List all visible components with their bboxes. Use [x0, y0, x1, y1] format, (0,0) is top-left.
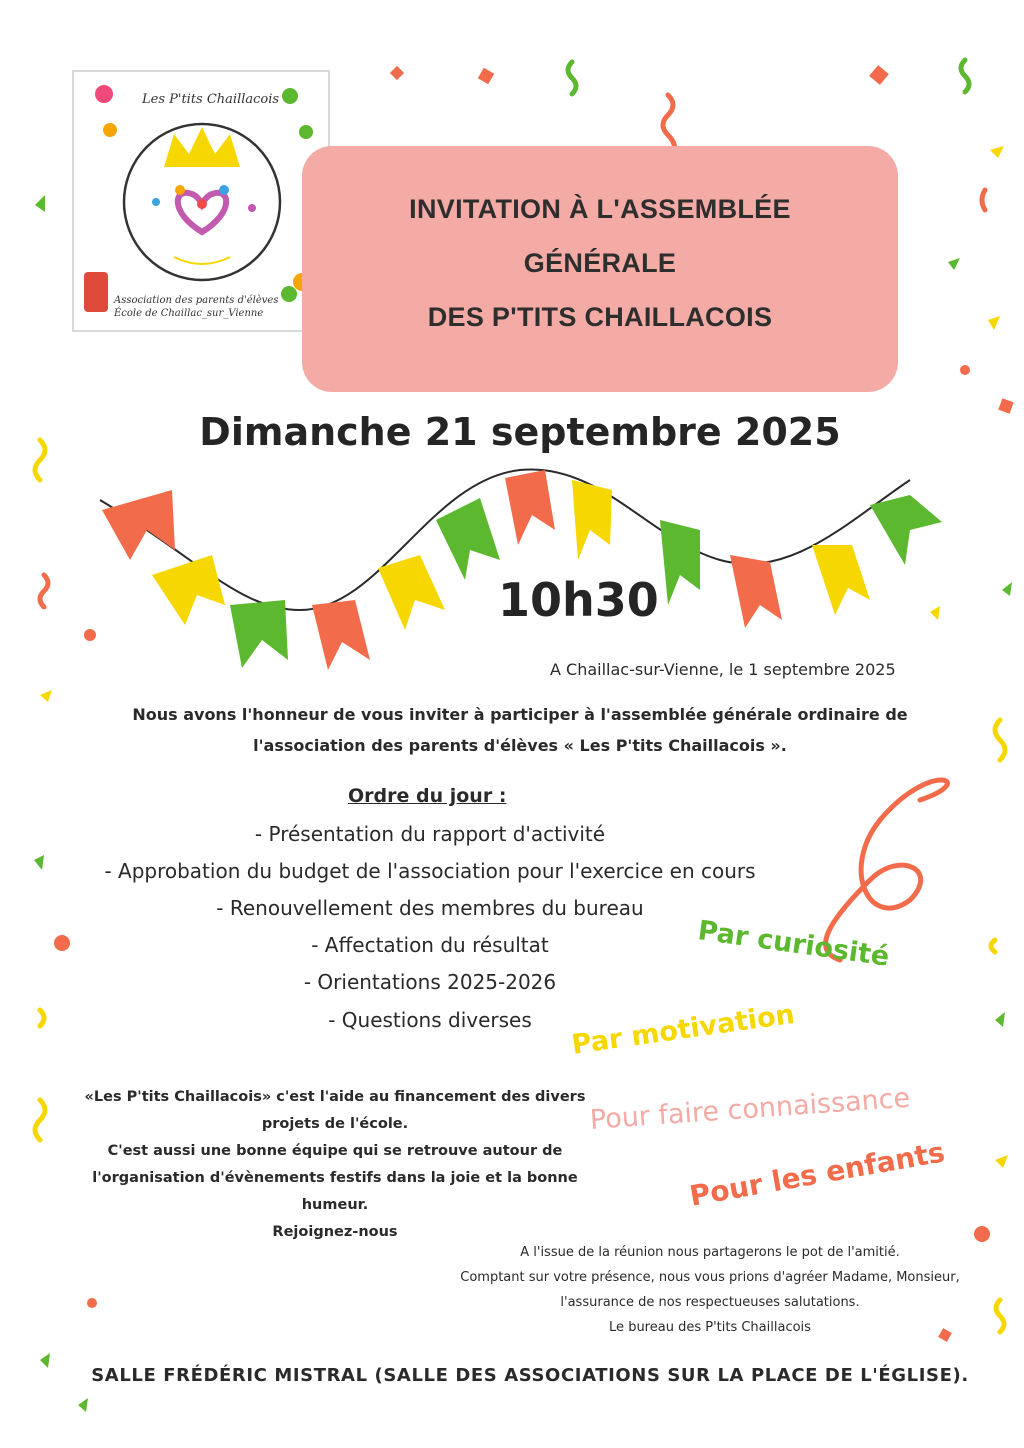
agenda-item: - Affectation du résultat — [311, 933, 549, 957]
about-line: l'organisation d'évènements festifs dans la joie et la bonne — [92, 1170, 578, 1186]
intro-line-2: l'association des parents d'élèves « Les P'tits Chaillacois ». — [253, 736, 787, 755]
event-date: Dimanche 21 septembre 2025 — [199, 410, 841, 454]
closing-line: A l'issue de la réunion nous partagerons le pot de l'amitié. — [520, 1245, 900, 1260]
agenda-item: - Approbation du budget de l'association pour l'exercice en cours — [104, 859, 756, 883]
logo-title: Les P'tits Chaillacois — [142, 92, 280, 107]
association-logo — [72, 70, 330, 332]
dot-icon — [152, 198, 160, 206]
bunting-flags — [102, 470, 942, 670]
logo-subtitle-line2: École de Chaillac_sur_Vienne — [114, 308, 264, 319]
dot-icon — [197, 199, 207, 209]
closing-line: l'assurance de nos respectueuses salutations. — [560, 1295, 860, 1310]
about-paragraph — [80, 1084, 590, 1246]
child-icon — [299, 125, 313, 139]
child-icon — [103, 123, 117, 137]
balloon-icon — [282, 88, 298, 104]
heart-icon — [178, 193, 226, 232]
slogan-curiosity: Par curiosité — [695, 915, 892, 973]
agenda-item: - Présentation du rapport d'activité — [254, 822, 606, 846]
about-line: «Les P'tits Chaillacois» c'est l'aide au financement des divers — [84, 1089, 586, 1105]
crown-icon — [164, 127, 240, 167]
agenda-item: - Orientations 2025-2026 — [303, 970, 557, 994]
title-line-1: INVITATION À L'ASSEMBLÉE — [409, 194, 791, 224]
coat-of-arms-icon — [84, 272, 108, 312]
slogan-children: Pour les enfants — [687, 1135, 948, 1213]
about-line: C'est aussi une bonne équipe qui se retrouve autour de — [107, 1143, 563, 1159]
agenda-item: - Questions diverses — [328, 1008, 532, 1032]
about-line: projets de l'école. — [261, 1116, 409, 1132]
intro-line-1: Nous avons l'honneur de vous inviter à participer à l'assemblée générale ordinaire de — [132, 705, 908, 724]
slogan-meet: Pour faire connaissance — [588, 1082, 912, 1136]
dot-icon — [219, 185, 229, 195]
agenda-item: - Renouvellement des membres du bureau — [216, 896, 644, 920]
place-and-date: A Chaillac-sur-Vienne, le 1 septembre 2025 — [550, 660, 896, 679]
about-line: humeur. — [301, 1197, 369, 1213]
title-box — [302, 146, 898, 392]
logo-subtitle — [114, 294, 324, 320]
logo-subtitle-line1: Association des parents d'élèves — [114, 295, 279, 306]
event-time: 10h30 — [498, 573, 659, 627]
about-line: Rejoignez-nous — [272, 1224, 398, 1240]
title-line-3: DES P'TITS CHAILLACOIS — [427, 302, 773, 332]
closing-signature: Le bureau des P'tits Chaillacois — [609, 1320, 811, 1335]
venue: SALLE FRÉDÉRIC MISTRAL (SALLE DES ASSOCIATIONS SUR LA PLACE DE L'ÉGLISE). — [91, 1365, 969, 1386]
dot-icon — [248, 204, 256, 212]
smile-icon — [174, 257, 230, 264]
agenda-title: Ordre du jour : — [348, 785, 507, 807]
closing-paragraph — [400, 1240, 1020, 1340]
logo-emblem — [74, 72, 328, 330]
balloon-icon — [95, 85, 113, 103]
slogan-motivation: Par motivation — [569, 998, 797, 1061]
title-line-2: GÉNÉRALE — [523, 248, 677, 278]
dot-icon — [175, 185, 185, 195]
closing-line: Comptant sur votre présence, nous vous prions d'agréer Madame, Monsieur, — [460, 1270, 960, 1285]
